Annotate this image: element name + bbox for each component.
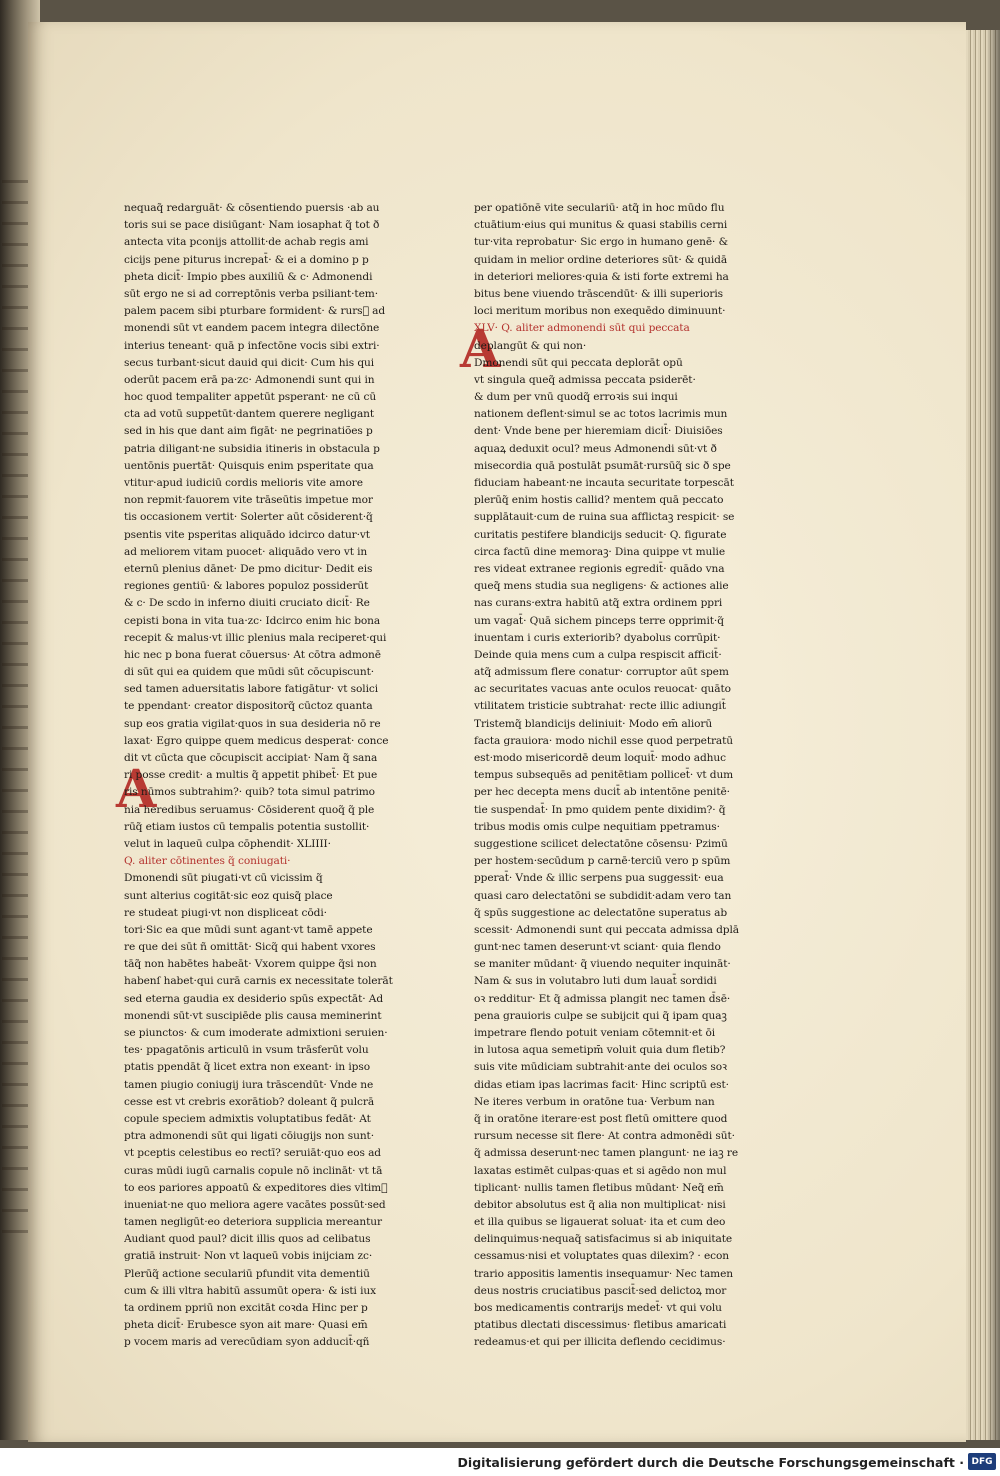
text-line: Tristemq̃ blandicijs deliniuit· Modo em̄ aliorū [474, 717, 713, 730]
text-line: Dmonendi sūt piugati·vt cū vicissim q̃ [124, 872, 323, 885]
text-line: pheta dicit̄· Impio pbes auxiliū & c· Admonendi [124, 270, 373, 283]
text-line: sed in his que dant aim figāt· ne pegrinatiões p [124, 425, 373, 438]
text-line: gunt·nec tamen deserunt·vt sciant· quia flendo [474, 941, 721, 954]
text-line: monendi sūt·vt suscipiēde plis causa meminerint [124, 1009, 382, 1022]
text-line: tur·vita reprobatur· Sic ergo in humano genē· & [474, 236, 728, 249]
text-line: impetrare flendo potuit veniam cōtemnit·et ōi [474, 1027, 716, 1039]
text-line: cepisti bona in vita tua·zc· Idcirco enim hic bona [124, 614, 381, 627]
text-line: um vagat̄· Quā sichem pinceps terre opprimit·q̃ [474, 614, 724, 627]
text-line: vtilitatem tristicie subtrahat· recte illic adiungit̄ [474, 700, 726, 713]
text-line: aquaꝝ deduxit ocul? meus Admonendi sūt·vt ð [474, 442, 717, 455]
text-line: circa factū dine memoraꝫ· Dina quippe vt mulie [474, 545, 726, 558]
text-line: sup eos gratia vigilat·quos in sua desideria nō re [124, 717, 381, 730]
text-line: oꝛ redditur· Et q̃ admissa plangit nec tamen d̄sē· [474, 992, 731, 1005]
text-line: sunt alterius cogitāt·sic eoz quisq̃ place [124, 889, 333, 902]
text-line: re que dei sūt ñ omittāt· Sicq̃ qui habent vxores [124, 941, 376, 954]
digitization-footer [0, 1448, 1000, 1476]
text-line: didas etiam ipas lacrimas facit· Hinc scriptū est· [474, 1078, 729, 1091]
text-line: laxat· Egro quippe quem medicus desperat· conce [124, 734, 389, 747]
text-line: psentis vite psperitas aliquādo idcirco datur·vt [124, 528, 370, 541]
text-column-right [474, 200, 786, 1352]
text-line: recepit & malus·vt illic plenius mala reciperet·qui [124, 631, 387, 644]
text-line: queq̃ mens studia sua negligens· & actiones alie [474, 580, 729, 593]
text-line: copule speciem admixtis voluptatibus fedāt· At [124, 1112, 371, 1125]
text-line: inueniat·ne quo meliora agere vacātes possūt·sed [124, 1198, 386, 1211]
text-line: uentōnis puertāt· Quisquis enim psperitate qua [124, 459, 374, 472]
text-line: Audiant quod paul? dicit illis quos ad celibatus [124, 1233, 371, 1246]
text-line: in lutosa aqua semetipm̄ voluit quia dum fletib? [474, 1044, 726, 1057]
text-line: velut in laqueū culpa cōphendit· XLIIII· [124, 837, 331, 850]
text-line: per hec decepta mens ducit̄ ab intentōne penitē· [474, 786, 730, 799]
text-line: eternū plenius dānet· De pmo dicitur· Dedit eis [124, 562, 373, 575]
text-line: Nam & sus in volutabro luti dum lauat̄ sordidi [474, 975, 717, 988]
text-line: q̃ in oratōne iterare·est post fletū omittere quod [474, 1112, 728, 1125]
text-line: sed eterna gaudia ex desiderio spūs expectāt· Ad [124, 992, 383, 1005]
text-line: est·modo misericordē deum loquit̄· modo adhuc [474, 752, 726, 764]
text-line: se maniter mūdant· q̃ viuendo nequiter inquināt· [474, 958, 731, 971]
text-line: te ppendant· creator dispositorq̃ cūctoz quanta [124, 700, 373, 713]
text-line: sed tamen aduersitatis labore fatigātur· vt solici [124, 683, 378, 696]
text-line: interius teneant· quā p infectōne vocis sibi extri· [124, 339, 380, 352]
text-line: ctuātium·eius qui munitus & quasi stabilis cerni [474, 219, 728, 232]
text-line: dit vt cūcta que cōcupiscit accipiat· Nam q̃ sana [124, 752, 378, 764]
text-line: tiplicant· nullis tamen fletibus mūdant· Neq̃ em̄ [474, 1181, 724, 1194]
text-line: inuentam i curis exteriorib? dyabolus corrūpit· [474, 631, 721, 644]
text-line: Ne iteres verbum in oratōne tua· Verbum nan [474, 1095, 715, 1108]
text-line: ad meliorem vitam puocet· aliquādo vero vt in [124, 545, 368, 558]
text-line: oderūt pacem erā pa·zc· Admonendi sunt qui in [124, 373, 375, 386]
text-line: cum & illi vltra habitū assumūt opera· & isti iux [124, 1284, 376, 1297]
text-line: cessamus·nisi et voluptates quas dilexim? · econ [474, 1250, 729, 1263]
text-line: facta grauiora· modo nichil esse quod perpetratū [474, 734, 734, 747]
text-line: cicijs pene piturus increpat̄· & ei a domino p p [124, 253, 369, 266]
initial-letter-left: A [116, 759, 157, 820]
text-line: in deteriori meliores·quia & isti forte extremi ha [474, 270, 729, 283]
text-line: tamen piugio coniugij iura trāscendūt· Vnde ne [124, 1078, 374, 1091]
text-line: nia heredibus seruamus· Cōsiderent quoq̃ q̃ ple [124, 803, 375, 816]
text-line: palem pacem sibi pturbare formident· & rursᷣ ad [124, 305, 386, 318]
text-line: se piunctos· & cum imoderate admixtioni seruien· [124, 1027, 388, 1039]
text-line: quasi caro delectatōni se subdidit·adam vero tan [474, 889, 732, 902]
text-line: & dum per vnū quodq̃ erroꝛis sui inqui [474, 391, 678, 404]
text-line: tempus subsequēs ad penitētiam pollicet̄· vt dum [474, 769, 734, 782]
text-line: ta ordinem ppriū non excitāt coꝛda Hinc per p [124, 1302, 368, 1314]
text-line: cta ad votū suppetūt·dantem querere negligant [124, 408, 375, 421]
text-line: vt pceptis celestibus eo rectī? seruiāt·quo eos ad [124, 1147, 381, 1160]
text-line: ris nūmos subtrahim?· quib? tota simul patrimo [124, 786, 375, 799]
text-line: deplangūt & qui non· [474, 339, 587, 352]
text-line: to eos pariores appoatū & expeditores dies vltimᷣ [124, 1181, 388, 1194]
text-line: hoc quod tempaliter appetūt psperant· ne cū cū [124, 391, 377, 404]
text-line: ac securitates vacuas ante oculos reuocat· quāto [474, 683, 731, 696]
initial-letter-right: A [460, 319, 501, 380]
text-line: pperat̄· Vnde & illic serpens pua suggessit· eua [474, 872, 724, 885]
text-line: atq̃ admissum flere conatur· corruptor aūt spem [474, 666, 729, 679]
text-line: dent· Vnde bene per hieremiam dicit̄· Diuisiōes [474, 425, 723, 438]
text-line: patria diligant·ne subsidia itineris in obstacula p [124, 442, 380, 455]
text-line: re studeat piugi·vt non displiceat cōdi· [124, 906, 327, 919]
text-line: nas curans·extra habitū atq̃ extra ordinem ppri [474, 597, 723, 610]
text-line: curitatis pestifere blandicijs seducit· Q. figurate [474, 528, 727, 541]
text-column-left [124, 200, 434, 1352]
text-line: Dmonendi sūt qui peccata deplorāt opū [474, 356, 683, 369]
text-line: bitus bene viuendo trāscendūt· & illi superioris [474, 287, 724, 300]
text-line: deus nostris cruciatibus pascit̄·sed delictoꝝ mor [474, 1284, 727, 1297]
text-line: hic nec p bona fuerat cōuersus· At cōtra admonē [124, 648, 381, 661]
text-line: p vocem maris ad verecūdiam syon adducit̄·qñ [124, 1336, 370, 1349]
text-line: regiones gentiū· & labores populoz possiderūt [124, 580, 369, 593]
text-line: suis vite mūdiciam subtrahit·ante dei oculos soꝛ [474, 1061, 727, 1074]
text-line: habenſ habet·qui curā carnis ex necessitate tolerāt [124, 975, 393, 988]
text-line: quidam in melior ordine deteriores sūt· & quidā [474, 253, 728, 266]
text-line: vt singula queq̃ admissa peccata psiderēt· [474, 373, 696, 386]
text-line: ptatibus dlectati discessimus· fletibus amaricati [474, 1319, 727, 1332]
text-line: fiduciam habeant·ne incauta securitate torpescāt [474, 477, 734, 489]
text-line: di sūt qui ea quidem que mūdi sūt cōcupiscunt· [124, 666, 374, 679]
text-line: sūt ergo ne si ad correptōnis verba psiliant·tem· [124, 287, 378, 300]
text-line: bos medicamentis contrarijs medet̄· vt qui volu [474, 1302, 722, 1314]
text-line: rursum necesse sit flere· At contra admonēdi sūt· [474, 1130, 735, 1143]
text-line: loci meritum moribus non exequēdo diminuunt· [474, 305, 726, 318]
text-line: toris sui se pace disiūgant· Nam iosaphat q̃ tot ð [124, 219, 380, 232]
text-line: tribus modis omis culpe nequitiam ppetramus· [474, 820, 720, 833]
text-line: tis occasionem vertit· Solerter aūt cōsiderent·q̃ [124, 511, 373, 524]
text-line: laxatas estimēt culpas·quas et si agēdo non mul [474, 1164, 727, 1177]
text-line: pheta dicit̄· Erubesce syon ait mare· Quasi em̄ [124, 1319, 368, 1332]
text-line: ptatis ppendāt q̃ licet extra non exeant· in ipso [124, 1061, 370, 1074]
text-line: non repmit·fauorem vite trāseūtis impetue mor [124, 494, 373, 507]
text-line: tāq̃ non habētes habeāt· Vxorem quippe q̃si non [124, 958, 377, 971]
text-line: q̃ admissa deserunt·nec tamen plangunt· ne iaꝫ re [474, 1147, 739, 1160]
text-line: delinquimus·nequaq̃ satisfacimus si ab iniquitate [474, 1233, 733, 1246]
text-line: Deinde quia mens cum a culpa respiscit afficit̄· [474, 648, 722, 661]
text-line: rūq̃ etiam iustos cū tempalis potentia sustollit· [124, 820, 370, 833]
text-line: cesse est vt crebris exorātiob? doleant q̃ pulcrā [124, 1095, 375, 1108]
text-line: tes· ppagatōnis articulū in vsum trāsferūt volu [124, 1044, 369, 1057]
text-line: monendi sūt vt eandem pacem integra dilectōne [124, 322, 380, 335]
text-line: per opatiōnē vite seculariū· atq̃ in hoc mūdo flu [474, 202, 725, 214]
text-line: plerūq̃ enim hostis callid? mentem quā peccato [474, 494, 724, 507]
text-line: per hostem·secūdum p carnē·terciū vero p spūm [474, 855, 731, 868]
text-line: tori·Sic ea que mūdi sunt agant·vt tamē appete [124, 923, 373, 936]
text-line: res videat extranee regionis egredit̄· quādo vna [474, 562, 725, 575]
text-line: misecordia quā postulāt psumāt·rursūq̃ sic ð spe [474, 459, 731, 472]
text-line: nequaq̃ redarguāt· & cōsentiendo puersis ·ab au [124, 202, 380, 214]
text-line: debitor absolutus est q̃ alia non multiplicat· nisi [474, 1198, 726, 1211]
text-line: gratiā instruit· Non vt laqueū vobis inijciam zc· [124, 1250, 373, 1263]
page-stack-shadow [986, 30, 1000, 1440]
text-line: curas mūdi iugū carnalis copule nō inclināt· vt tā [124, 1164, 383, 1177]
text-line: & c· De scdo in inferno diuiti cruciato dicit̄· Re [124, 597, 370, 610]
text-line: pena grauioris culpe se subijcit qui q̃ ipam quaꝫ [474, 1009, 727, 1022]
book-page [28, 22, 966, 1442]
text-line: suggestione scilicet delectatōne cōsensu· Pzimū [474, 837, 728, 850]
text-line: Plerūq̃ actione seculariū pfundit vita dementiū [124, 1267, 370, 1280]
text-line: tamen negligūt·eo deteriora supplicia mereantur [124, 1216, 382, 1229]
text-line: ptra admonendi sūt qui ligati cōiugijs non sunt· [124, 1130, 374, 1143]
dfg-logo: DFG [968, 1453, 996, 1470]
text-line: antecta vita pconijs attollit·de achab regis ami [124, 236, 369, 249]
funding-notice: Digitalisierung gefördert durch die Deutsche Forschungsgemeinschaft · [457, 1455, 964, 1470]
text-line: scessit· Admonendi sunt qui peccata admissa dplā [474, 923, 739, 936]
text-line: vtitur·apud iudiciū cordis melioris vite amore [124, 477, 363, 489]
text-line: trario appositis lamentis insequamur· Nec tamen [474, 1267, 734, 1280]
text-line: secus turbant·sicut dauid qui dicit· Cum his qui [124, 356, 375, 369]
text-line: nationem deflent·simul se ac totos lacrimis mun [474, 408, 728, 421]
text-line: ri posse credit· a multis q̃ appetit phibet̄· Et pue [124, 769, 378, 782]
text-line: q̃ spūs suggestione ac delectatōne superatus ab [474, 906, 728, 919]
text-line: XLV· Q. aliter admonendi sūt qui peccata [474, 322, 690, 335]
text-line: tie suspendat̄· In pmo quidem pente dixidim?· q̃ [474, 803, 726, 816]
text-line: supplātauit·cum de ruina sua afflictaꝫ respicit· se [474, 511, 735, 524]
text-line: Q. aliter cōtinentes q̃ coniugati· [124, 855, 291, 868]
text-line: et illa quibus se ligauerat soluat· ita et cum deo [474, 1216, 726, 1229]
text-line: redeamus·et qui per illicita deflendo cecidimus· [474, 1336, 726, 1349]
